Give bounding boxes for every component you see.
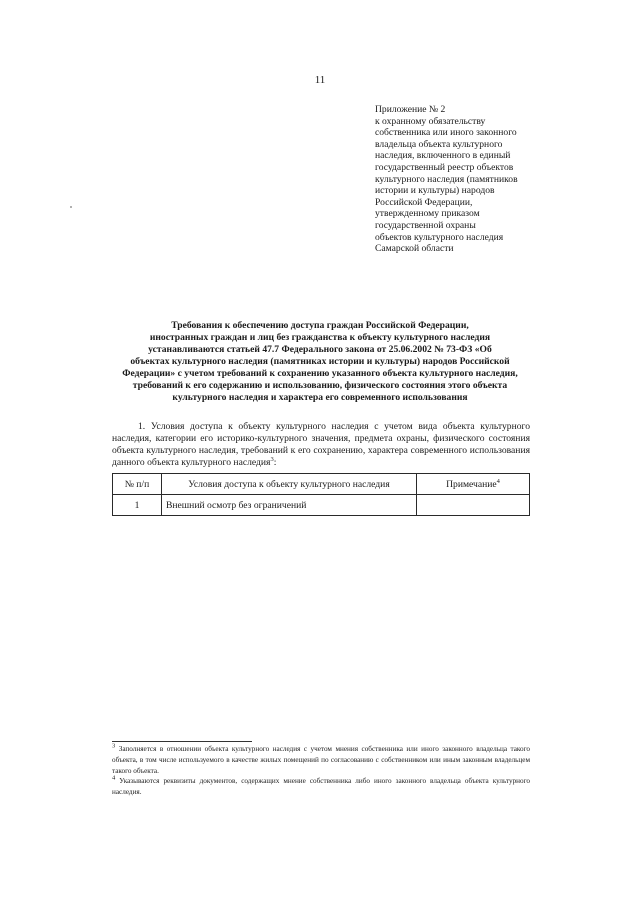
footnote-ref-3[interactable]: 3 bbox=[270, 455, 274, 463]
appendix-line: государственной охраны bbox=[375, 219, 476, 231]
footnote-number: 3 bbox=[112, 742, 116, 750]
appendix-line: собственника или иного законного bbox=[375, 127, 517, 139]
appendix-line: объектов культурного наследия bbox=[375, 231, 504, 243]
scan-speck bbox=[70, 206, 72, 208]
footnote-4 bbox=[112, 776, 530, 798]
row-number: 1 bbox=[113, 495, 162, 516]
footnote-ref-4[interactable]: 4 bbox=[496, 477, 500, 485]
appendix-line: государственный реестр объектов bbox=[375, 161, 514, 173]
appendix-line: Приложение № 2 bbox=[375, 104, 446, 115]
footnote-divider bbox=[112, 741, 252, 742]
page-number: 11 bbox=[314, 74, 326, 86]
appendix-line: истории и культуры) народов bbox=[375, 185, 495, 197]
footnote-text: Указываются реквизиты документов, содержащих мнение собственника либо иного законного владельца объекта культурного наследия. bbox=[112, 777, 530, 797]
header-conditions: Условия доступа к объекту культурного наследия bbox=[162, 474, 417, 495]
appendix-line: к охранному обязательству bbox=[375, 115, 486, 127]
table-row bbox=[113, 495, 530, 516]
header-note bbox=[417, 474, 530, 495]
footnotes bbox=[112, 744, 530, 798]
footnote-text: Заполняется в отношении объекта культурного наследия с учетом мнения собственника или иного законного владельца такого объекта, в том числе используемого в качестве жилых помещений по согласованию с собственником или иным законным владельцем такого объекта. bbox=[112, 745, 530, 775]
appendix-line: утвержденному приказом bbox=[375, 208, 480, 220]
requirements-title bbox=[110, 320, 530, 404]
title-line: объектах культурного наследия (памятниках истории и культуры) народов Российской bbox=[130, 356, 510, 367]
access-conditions-table bbox=[112, 473, 530, 516]
appendix-line: культурного наследия (памятников bbox=[375, 173, 518, 185]
header-number: № п/п bbox=[113, 474, 162, 495]
title-line: устанавливаются статьей 47.7 Федерального закона от 25.06.2002 № 73-ФЗ «Об bbox=[148, 344, 492, 355]
title-line: культурного наследия и характера его современного использования bbox=[172, 392, 468, 403]
appendix-line: владельца объекта культурного bbox=[375, 138, 503, 150]
appendix-line: наследия, включенного в единый bbox=[375, 150, 511, 162]
footnote-3 bbox=[112, 744, 530, 776]
title-line: Федерации» с учетом требований к сохранению указанного объекта культурного наследия, bbox=[122, 368, 518, 379]
header-note-label: Примечание bbox=[446, 478, 497, 490]
footnote-number: 4 bbox=[112, 775, 116, 782]
title-line: требований к его содержанию и использованию, физического состояния этого объекта bbox=[132, 380, 508, 391]
row-conditions: Внешний осмотр без ограничений bbox=[162, 495, 417, 516]
appendix-line: Самарской области bbox=[375, 243, 454, 255]
title-line: Требования к обеспечению доступа граждан Российской Федерации, bbox=[171, 320, 469, 331]
table-header-row bbox=[113, 474, 530, 495]
appendix-header bbox=[375, 104, 575, 255]
title-line: иностранных граждан и лиц без гражданства к объекту культурного наследия bbox=[149, 332, 491, 343]
paragraph-text: 1. Условия доступа к объекту культурного наследия с учетом вида объекта культурного наследия, категории его историко-культурного значения, предмета охраны, физического состояния объекта культурного наследия, требований к его сохранению, характера современного использования данного объекта культурного наследия bbox=[112, 421, 530, 468]
row-note bbox=[417, 495, 530, 516]
paragraph-end: : bbox=[273, 457, 277, 468]
appendix-line: Российской Федерации, bbox=[375, 196, 473, 208]
access-conditions-paragraph bbox=[112, 421, 530, 469]
